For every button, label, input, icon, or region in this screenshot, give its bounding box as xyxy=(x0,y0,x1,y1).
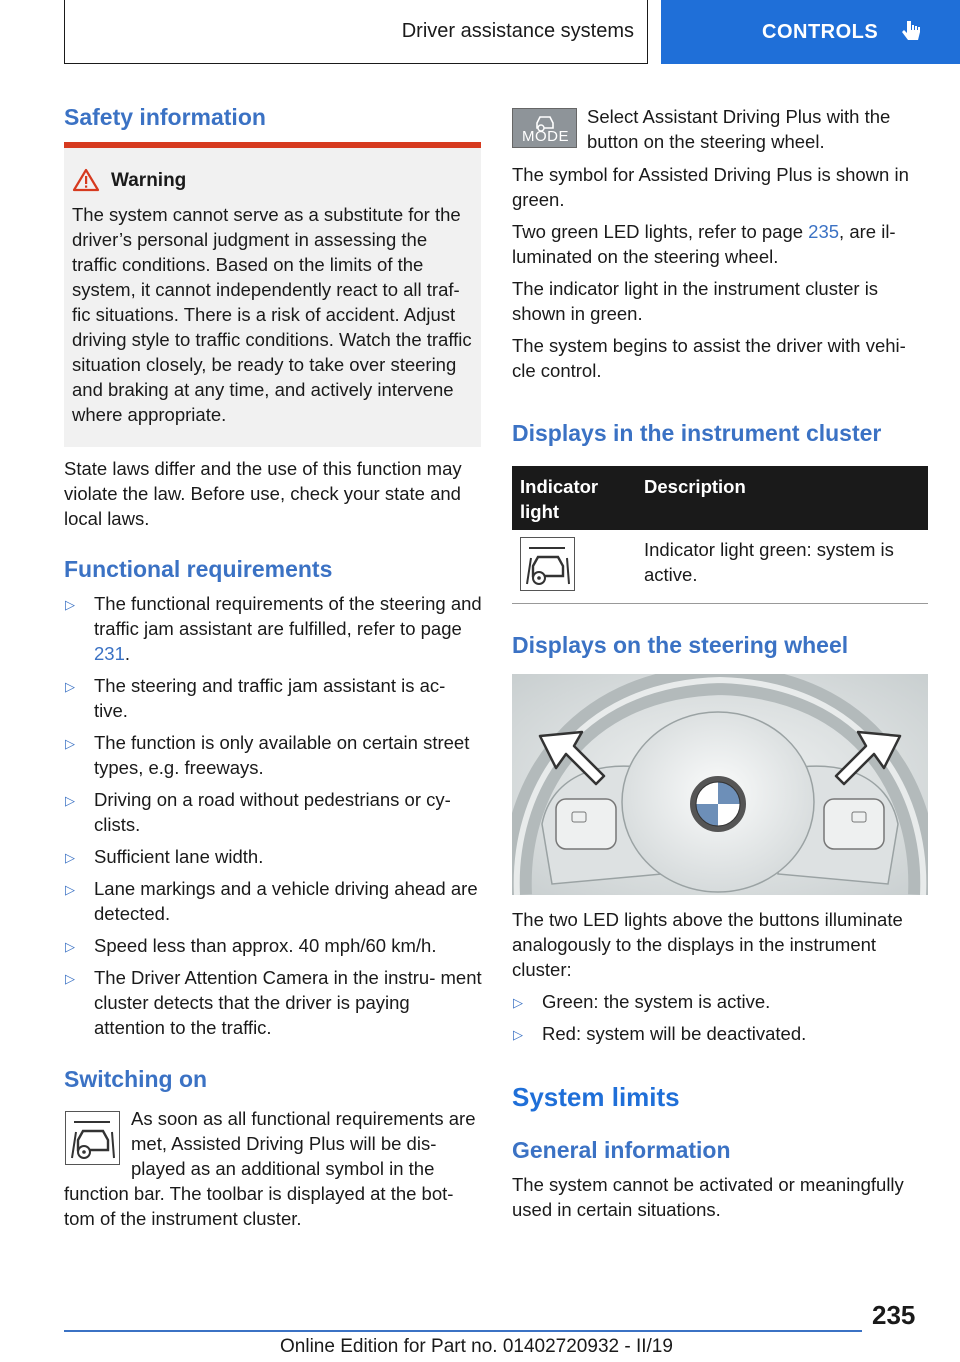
triangle-bullet-icon: ▷ xyxy=(513,1027,523,1042)
symbol-paragraph: The symbol for Assisted Driving Plus is shown in green. xyxy=(512,164,909,210)
assisted-driving-icon xyxy=(65,1111,120,1165)
indicator-table xyxy=(512,466,928,604)
footer-edition: Online Edition for Part no. 01402720932 - II/19 xyxy=(280,1336,673,1357)
displays-cluster-heading: Displays in the instrument cluster xyxy=(512,420,882,446)
list-item: ▷ Green: the system is active. xyxy=(512,989,928,1014)
functional-requirements-list xyxy=(64,591,482,1047)
begins-paragraph: The system begins to assist the driver with vehi- cle control. xyxy=(512,335,906,381)
led-paragraph: Two green LED lights, refer to page 235, are il- luminated on the steering wheel. xyxy=(512,221,896,267)
triangle-bullet-icon: ▷ xyxy=(513,995,523,1010)
table-row xyxy=(512,530,928,604)
triangle-bullet-icon: ▷ xyxy=(65,736,75,751)
triangle-bullet-icon: ▷ xyxy=(65,597,75,612)
triangle-bullet-icon: ▷ xyxy=(65,939,75,954)
triangle-bullet-icon: ▷ xyxy=(65,971,75,986)
general-information-heading: General information xyxy=(512,1137,731,1163)
list-item: ▷ Driving on a road without pedestrians or cy- clists. xyxy=(65,789,451,835)
page-link-235[interactable]: 235 xyxy=(808,221,840,242)
table-cell-description: Indicator light green: system is active. xyxy=(636,530,928,604)
list-item: ▷ The functional requirements of the steering and traffic jam assistant are fulfilled, refer to page 231. xyxy=(65,593,482,664)
list-item: ▷ Lane markings and a vehicle driving ahead are detected. xyxy=(65,878,478,924)
switching-on-text-b: function bar. The toolbar is displayed at the bot- tom of the instrument cluster. xyxy=(64,1183,454,1229)
list-item: ▷ The Driver Attention Camera in the instru- ment cluster detects that the driver is paying attention to the traffic. xyxy=(65,967,482,1038)
select-assistant-text: Select Assistant Driving Plus with the button on the steering wheel. xyxy=(587,106,891,152)
table-header-indicator: Indicator light xyxy=(512,466,636,530)
list-item: ▷ Sufficient lane width. xyxy=(64,844,482,869)
triangle-bullet-icon: ▷ xyxy=(65,679,75,694)
steering-wheel-illustration xyxy=(512,674,928,895)
header-chapter-title: CONTROLS xyxy=(762,20,879,43)
warning-triangle-icon xyxy=(72,168,100,192)
hand-pointer-icon xyxy=(900,19,922,45)
list-item: ▷ Speed less than approx. 40 mph/60 km/h. xyxy=(64,933,482,958)
switching-on-heading: Switching on xyxy=(64,1066,208,1092)
list-item: ▷ The function is only available on certain street types, e.g. freeways. xyxy=(65,732,470,778)
wheel-led-list xyxy=(512,989,928,1053)
safety-heading: Safety information xyxy=(64,104,266,130)
assisted-driving-green-icon xyxy=(520,537,575,591)
indicator-paragraph: The indicator light in the instrument cluster is shown in green. xyxy=(512,278,879,324)
warning-title: Warning xyxy=(111,170,187,191)
table-header-description: Description xyxy=(636,466,928,530)
general-information-text: The system cannot be activated or meaningfully used in certain situations. xyxy=(512,1174,904,1220)
list-item: ▷ Red: system will be deactivated. xyxy=(512,1021,928,1046)
warning-text: The system cannot serve as a substitute for the driver’s personal judgment in assessing the traffic conditions. Based on the limits of the system, it cannot independently react to all traf- fic situations. There is a risk of accident. Adjust driving style to traffic conditions. Watch the traffic situation closely, be ready to take over steering and braking at any time, and actively intervene where appropriate. xyxy=(72,204,472,425)
triangle-bullet-icon: ▷ xyxy=(65,850,75,865)
state-laws-paragraph: State laws differ and the use of this function may violate the law. Before use, check your state and local laws. xyxy=(64,458,462,529)
footer-divider xyxy=(64,1330,862,1332)
functional-requirements-heading: Functional requirements xyxy=(64,556,333,582)
header-section xyxy=(64,0,648,64)
triangle-bullet-icon: ▷ xyxy=(65,882,75,897)
page-link-231[interactable]: 231 xyxy=(94,643,125,664)
mode-button-icon xyxy=(512,108,577,148)
system-limits-heading: System limits xyxy=(512,1082,680,1112)
triangle-bullet-icon: ▷ xyxy=(65,793,75,808)
displays-wheel-heading: Displays on the steering wheel xyxy=(512,632,849,658)
switching-on-text-a: As soon as all functional requirements are met, Assisted Driving Plus will be dis- played as an additional symbol in the xyxy=(131,1108,476,1179)
page-number: 235 xyxy=(872,1300,916,1330)
header-section-title: Driver assistance systems xyxy=(401,20,634,42)
mode-label: MODE xyxy=(522,128,569,145)
wheel-paragraph: The two LED lights above the buttons illuminate analogously to the displays in the instrument cluster: xyxy=(512,909,903,980)
list-item: ▷ The steering and traffic jam assistant is ac- tive. xyxy=(65,675,446,721)
header-chapter xyxy=(661,0,960,64)
